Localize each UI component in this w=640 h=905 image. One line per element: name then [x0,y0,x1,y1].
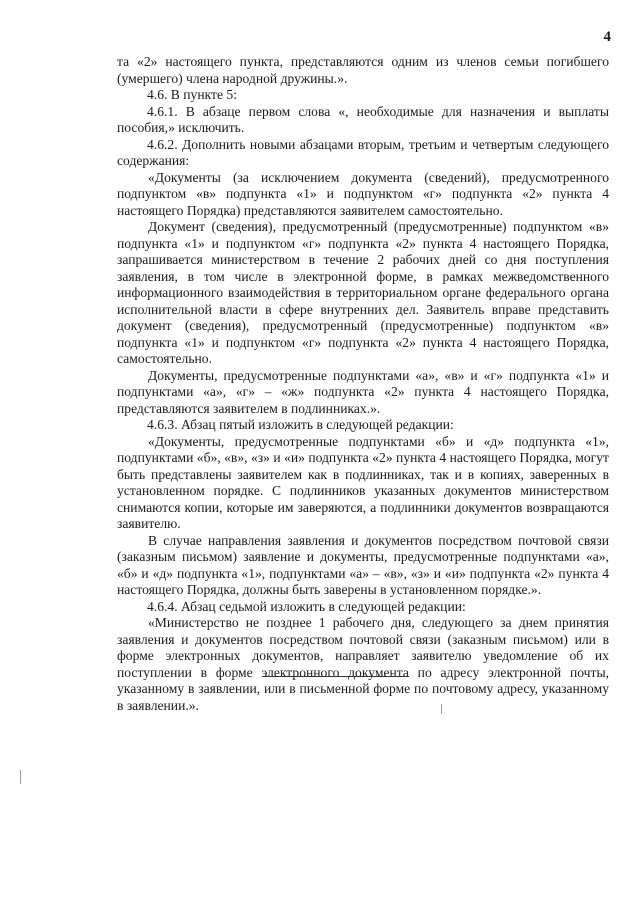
paragraph-quote-documents: «Документы (за исключением документа (сведений), предусмотренного подпунктом «в» подпункта «1» и подпунктом «г» подпункта «2» пункта 4 настоящего Порядка) представляются заявителем самостоятельно. [117,169,609,218]
paragraph-continuation: та «2» настоящего пункта, представляются одним из членов семьи погибшего (умершего) члена народной дружины.». [117,54,609,86]
scan-mark [441,704,442,714]
paragraph-postal: В случае направления заявления и документов посредством почтовой связи (заказным письмом) заявление и документы, предусмотренные подпунктами «а», «б» и «д» подпункта «1», подпунктами «а» – «в», «з» и «и» подпункта «2» пункта 4 настоящего Порядка, должны быть заверены в установленном порядке.». [117,532,609,597]
paragraph-item-4-6-4: 4.6.4. Абзац седьмой изложить в следующей редакции: [147,598,466,614]
paragraph-item-4-6-1: 4.6.1. В абзаце первом слова «, необходимые для назначения и выплаты пособия,» исключить. [117,103,609,135]
paragraph-item-4-6: 4.6. В пункте 5: [147,87,237,102]
paragraph-quote-notification: «Министерство не позднее 1 рабочего дня, следующего за днем принятия заявления и документов посредством почтовой связи (заказным письмом) или в форме электронных документов, направляет заявителю уведомление об их поступлении в форме электронного документа по адресу электронной почты, указанному в заявлении, или в письменной форме по почтовому адресу, указанному в заявлении.». [117,615,609,713]
paragraph-quote-copies: «Документы, предусмотренные подпунктами «б» и «д» подпункта «1», подпунктами «б», «в», «з» и «и» подпункта «2» пункта 4 настоящего Порядка, могут быть представлены заявителем как в подлинниках, так и в копиях, заверенных в установленном порядке. С подлинников указанных документов министерством снимаются копии, которые им заверяются, а подлинники документов возвращаются заявителю. [117,433,609,531]
paragraph-item-4-6-3: 4.6.3. Абзац пятый изложить в следующей редакции: [147,417,454,432]
scan-mark [20,770,21,784]
paragraph-originals: Документы, предусмотренные подпунктами «а», «в» и «г» подпункта «1» и подпунктами «а», «г» – «ж» подпункта «2» пункта 4 настоящего Порядка, представляются заявителем в подлинниках.». [117,367,609,416]
document-body [117,54,609,714]
paragraph-document-request: Документ (сведения), предусмотренный (предусмотренные) подпунктом «в» подпункта «1» и подпунктом «г» подпункта «2» пункта 4 настоящего Порядка, запрашивается министерством в течение 2 рабочих дней со дня поступления заявления, в том числе в электронной форме, в рамках межведомственного информационного взаимодействия в территориальном органе федерального органа исполнительной власти в сфере внутренних дел. Заявитель вправе представить документ (сведения), предусмотренный (предусмотренные) подпунктом «в» подпункта «1» и подпунктом «г» подпункта «2» пункта 4 настоящего Порядка, самостоятельно. [117,219,609,366]
end-separator-line [262,676,409,677]
page-number: 4 [603,29,611,45]
paragraph-item-4-6-2: 4.6.2. Дополнить новыми абзацами вторым, третьим и четвертым следующего содержания: [117,136,609,168]
